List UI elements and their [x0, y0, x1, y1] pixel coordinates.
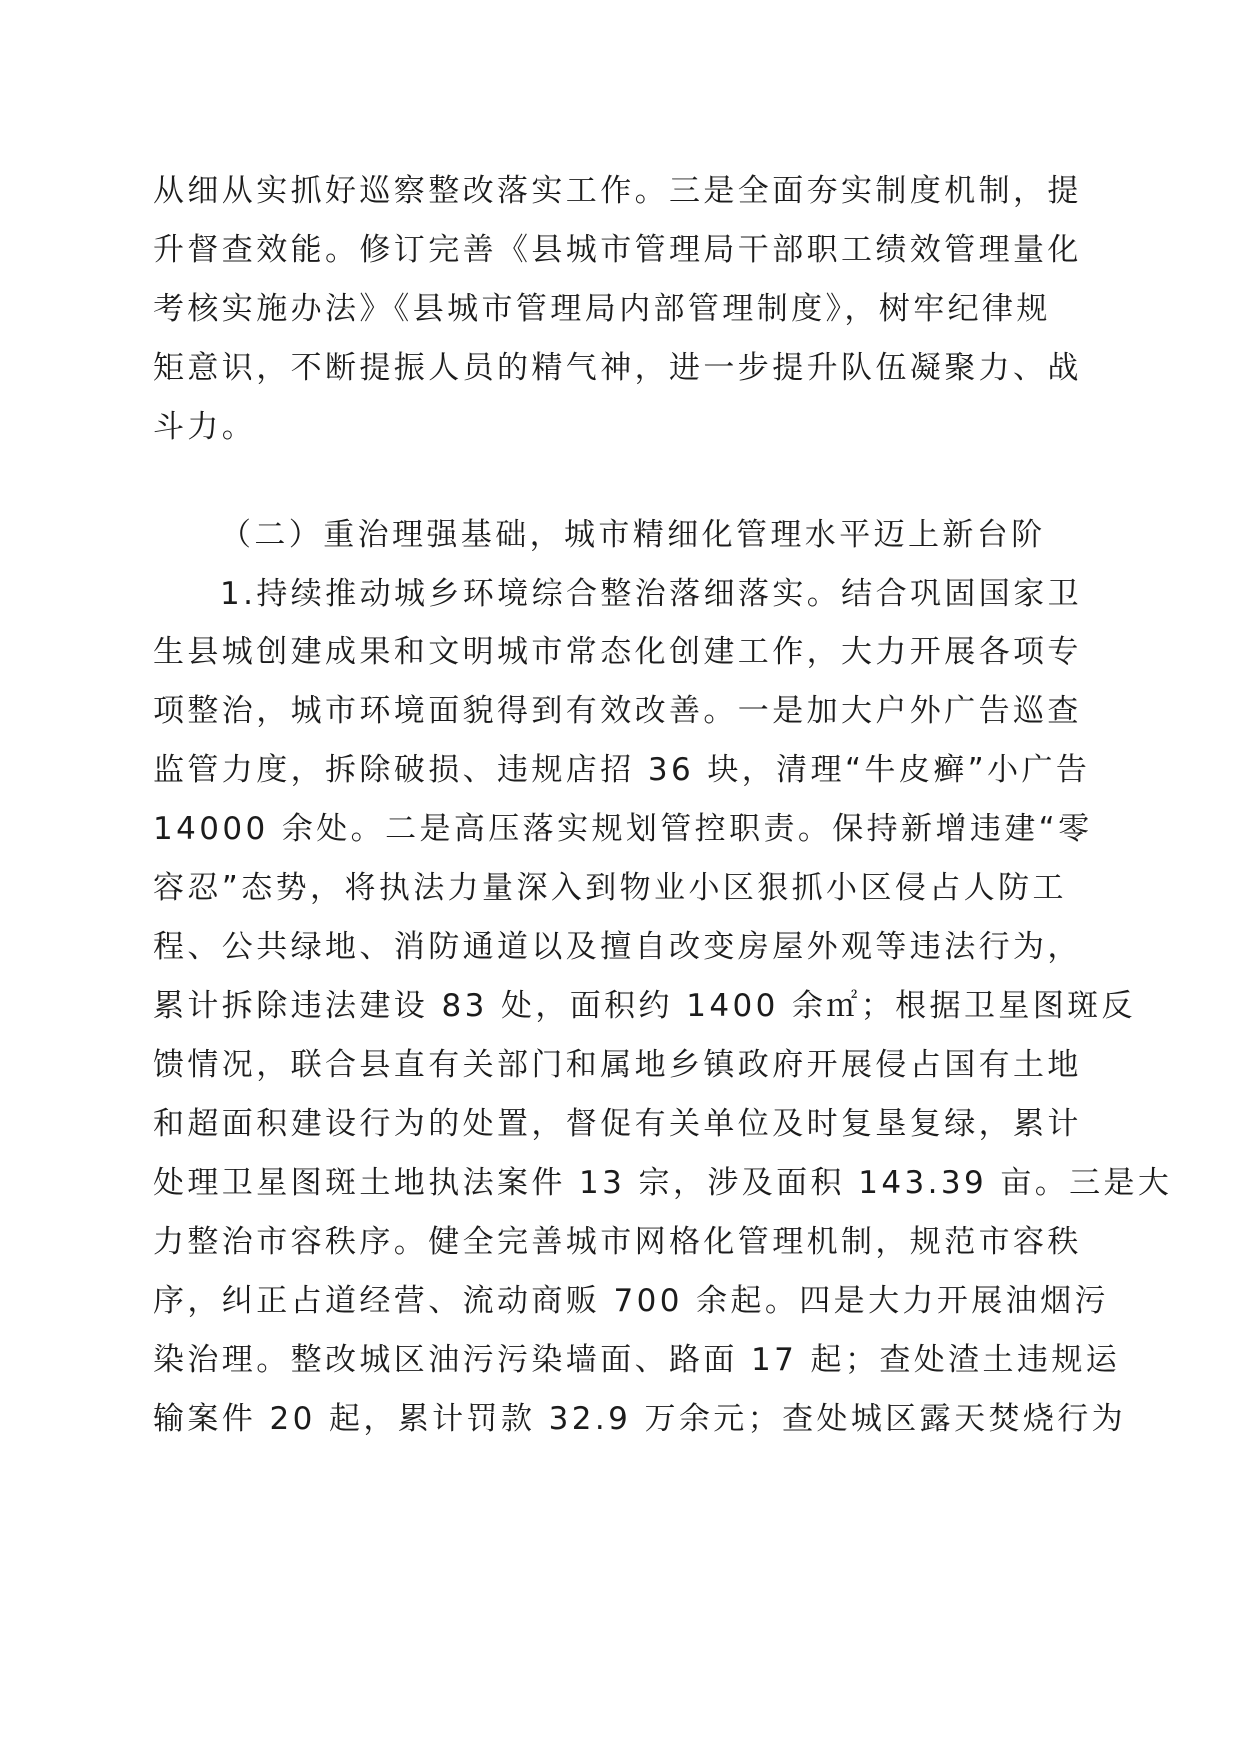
text-line: 和超面积建设行为的处置，督促有关单位及时复垦复绿，累计 [153, 1106, 1082, 1142]
text-line: 14000 余处。二是高压落实规划管控职责。保持新增违建“零 [153, 811, 1093, 847]
text-line: 程、公共绿地、消防通道以及擅自改变房屋外观等违法行为， [153, 929, 1082, 965]
text-line: 累计拆除违法建设 83 处，面积约 1400 余㎡；根据卫星图斑反 [153, 988, 1136, 1024]
text-line: 输案件 20 起，累计罚款 32.9 万余元；查处城区露天焚烧行为 [153, 1401, 1127, 1437]
text-line: 序，纠正占道经营、流动商贩 700 余起。四是大力开展油烟污 [153, 1283, 1109, 1319]
text-line: 生县城创建成果和文明城市常态化创建工作，大力开展各项专 [153, 634, 1082, 670]
text-line: 从细从实抓好巡察整改落实工作。三是全面夯实制度机制，提 [153, 173, 1082, 209]
section-heading: （二）重治理强基础，城市精细化管理水平迈上新台阶 [220, 517, 1046, 553]
text-line: 升督查效能。修订完善《县城市管理局干部职工绩效管理量化 [153, 232, 1082, 268]
text-line: 项整治，城市环境面貌得到有效改善。一是加大户外广告巡查 [153, 693, 1082, 729]
text-line: 1.持续推动城乡环境综合整治落细落实。结合巩固国家卫 [220, 576, 1082, 612]
text-line: 考核实施办法》《县城市管理局内部管理制度》，树牢纪律规 [153, 291, 1051, 327]
text-line: 监管力度，拆除破损、违规店招 36 块，清理“牛皮癣”小广告 [153, 752, 1091, 788]
text-line: 处理卫星图斑土地执法案件 13 宗，涉及面积 143.39 亩。三是大 [153, 1165, 1173, 1201]
text-line: 馈情况，联合县直有关部门和属地乡镇政府开展侵占国有土地 [153, 1047, 1082, 1083]
text-line: 力整治市容秩序。健全完善城市网格化管理机制，规范市容秩 [153, 1224, 1082, 1260]
text-line: 斗力。 [153, 409, 257, 445]
text-line: 矩意识，不断提振人员的精气神，进一步提升队伍凝聚力、战 [153, 350, 1082, 386]
text-line: 染治理。整改城区油污污染墙面、路面 17 起；查处渣土违规运 [153, 1342, 1121, 1378]
text-line: 容忍”态势，将执法力量深入到物业小区狠抓小区侵占人防工 [153, 870, 1067, 906]
